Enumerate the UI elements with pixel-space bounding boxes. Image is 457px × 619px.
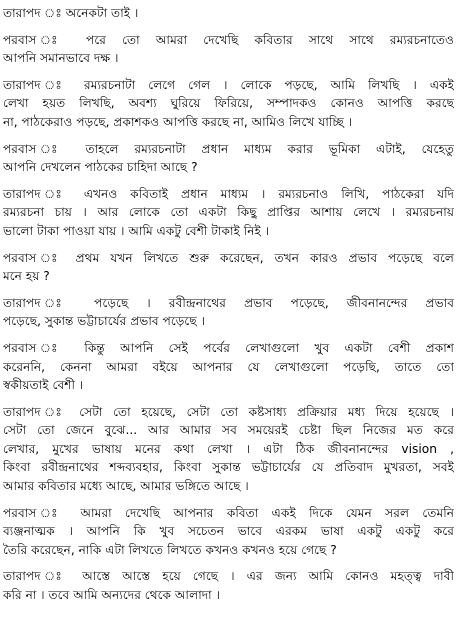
text-line: না, পাঠকেরাও পড়ছে, প্রকাশকও আপত্তি করছে না, আমিও লিখে যাচ্ছি ।: [3, 114, 353, 129]
dialogue-paragraph: [3, 140, 454, 177]
text-line: পরবাস ঃ আমরা দেখেছি আপনার কবিতা একই দিকে যেমন সরল তেমনি: [3, 505, 454, 520]
text-line: কিংবা রবীন্দ্রনাথের শব্দব্যবহার, কিংবা সুকান্ত ভট্টাচার্যের যে প্রতিবাদ মুখরতা, সবই: [3, 460, 454, 475]
text-line: লেখার, মুখের ভাষায় মনের কথা লেখা । এটা ঠিক জীবনানন্দের vision ,: [3, 441, 454, 456]
text-line: রম্যরচনা চায় । আর লোকে তো একটা কিছু প্রাপ্তির আশায় লেখে । রম্যরচনায়: [3, 205, 454, 220]
text-line: আমার কবিতার মধ্যে আছে, আমার ভঙ্গিতে আছে ।: [3, 479, 249, 494]
text-line: ব্যঞ্জনাত্মক । আপনি কি খুব সচেতন ভাবে এরকম ভাষা একটু একটু করে: [3, 524, 454, 539]
dialogue-paragraph: [3, 4, 454, 23]
dialogue-paragraph: [3, 403, 454, 496]
dialogue-paragraph: [3, 504, 454, 560]
dialogue-paragraph: [3, 567, 454, 604]
text-line: তারাপদ ঃ এখনও কবিতাই প্রধান মাধ্যম । রম্যরচনাও লিখি, পাঠকেরা যদি: [3, 186, 454, 201]
text-line: স্বকীয়তাই বেশী ।: [3, 378, 84, 393]
text-line: পরবাস ঃ প্রথম যখন লিখতে শুরু করেছেন, তখন কারও প্রভাব পড়েছে বলে: [3, 250, 454, 265]
text-line: সেটা তো জেনে বুঝে... আর আমার সব সময়েরই চেষ্টা ছিল নিজের মত করে: [3, 423, 454, 438]
text-line: পড়েছে, সুকান্ত ভট্টাচার্যের প্রভাব পড়েছে ।: [3, 314, 205, 329]
text-line: পরবাস ঃ কিন্তু আপনি সেই পর্বের লেখাগুলো খুব একটা বেশী প্রকাশ: [3, 340, 454, 355]
dialogue-paragraph: [3, 339, 454, 395]
dialogue-paragraph: [3, 31, 454, 68]
dialogue-paragraph: [3, 76, 454, 132]
text-line: তারাপদ ঃ অনেকটা তাই ।: [3, 6, 139, 20]
text-line: পরবাস ঃ তাহলে রম্যরচনাটা প্রধান মাধ্যম করার ভূমিকা এটাই, যেহেতু: [3, 141, 454, 156]
text-line: তারাপদ ঃ রম্যরচনাটা লেগে গেল । লোকে পড়ছে, আমি লিখছি । একই: [3, 77, 454, 92]
text-line: করেননি, কেননা আমরা বইয়ে আপনার যে লেখাগুলো পড়েছি, তাতে তো: [3, 359, 454, 374]
dialogue-paragraph: [3, 249, 454, 286]
text-line: আপনি সমানভাবে দক্ষ ।: [3, 51, 119, 66]
text-line: মনে হয় ?: [3, 269, 50, 284]
text-line: তারাপদ ঃ পড়েছে । রবীন্দ্রনাথের প্রভাব পড়েছে, জীবনানন্দের প্রভাব: [3, 295, 454, 310]
text-line: পরবাস ঃ পরে তো আমরা দেখেছি কবিতার সাথে সাথে রম্যরচনাতেও: [3, 32, 454, 47]
text-line: আপনি দেখলেন পাঠকের চাহিদা আছে ?: [3, 160, 198, 175]
text-line: করি না । তবে আমি অন্যদের থেকে আলাদা ।: [3, 588, 220, 603]
text-line: তারাপদ ঃ সেটা তো হয়েছে, সেটা তো কষ্টসাধ্য প্রক্রিয়ার মধ্য দিয়ে হয়েছে ।: [3, 404, 454, 419]
text-line: লেখা হয়ত লিখছি, অবশ্য ঘুরিয়ে ফিরিয়ে, সম্পাদকও কোনও আপত্তি করছে: [3, 96, 454, 111]
text-line: তৈরি করেছেন, নাকি এটা লিখতে লিখতে কখনও কখনও হয়ে গেছে ?: [3, 542, 337, 557]
text-line: তারাপদ ঃ আস্তে আস্তে হয়ে গেছে । এর জন্য আমি কোনও মহত্ত্ব দাবী: [3, 569, 454, 584]
text-line: ভালো টাকা পাওয়া যায় । আমি একটু বেশী টাকাই নিই ।: [3, 223, 270, 238]
dialogue-paragraph: [3, 185, 454, 241]
dialogue-paragraph: [3, 294, 454, 331]
